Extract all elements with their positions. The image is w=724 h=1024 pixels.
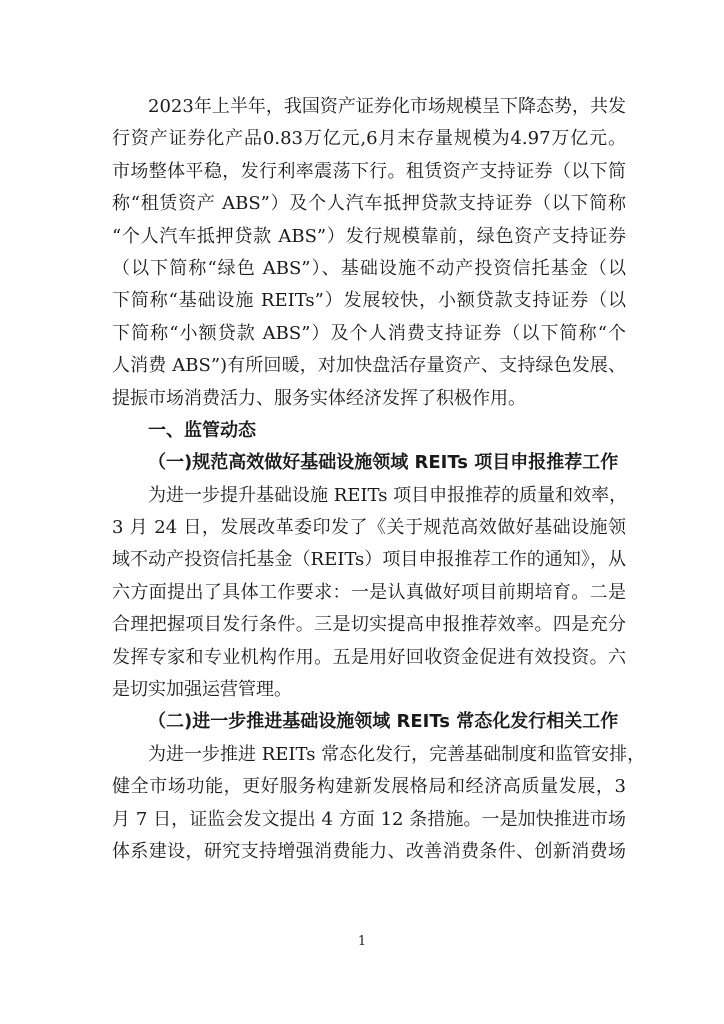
text-line: （以下简称“绿色 ABS”）、基础设施不动产投资信托基金（以 <box>112 257 626 279</box>
text-line: 人消费 ABS”)有所回暖，对加快盘活存量资产、支持绿色发展、 <box>112 355 626 377</box>
text-line: 称“租赁资产 ABS”）及个人汽车抵押贷款支持证券（以下简称 <box>112 193 626 215</box>
text-line: 健全市场功能，更好服务构建新发展格局和经济高质量发展，3 <box>112 776 626 798</box>
section-heading-regulatory: 一、监管动态 <box>148 419 256 441</box>
paragraph-reits-recommendation <box>112 480 626 707</box>
text-line: 合理把握项目发行条件。三是切实提高申报推荐效率。四是充分 <box>112 614 626 636</box>
paragraph-reits-normalization <box>112 739 646 869</box>
text-line: 2023年上半年，我国资产证券化市场规模呈下降态势，共发 <box>148 96 626 117</box>
text-line: 为进一步提升基础设施 REITs 项目申报推荐的质量和效率， <box>148 484 628 506</box>
text-line: 提振市场消费活力、服务实体经济发挥了积极作用。 <box>112 387 526 409</box>
text-line: 月 7 日，证监会发文提出 4 方面 12 条措施。一是加快推进市场 <box>112 808 626 830</box>
text-line: 下简称“基础设施 REITs”）发展较快，小额贷款支持证券（以 <box>112 290 626 312</box>
text-line: “个人汽车抵押贷款 ABS”）发行规模靠前，绿色资产支持证券 <box>112 225 626 247</box>
subsection-heading-reits-recommendation: （一)规范高效做好基础设施领域 REITs 项目申报推荐工作 <box>148 452 619 474</box>
document-page <box>112 91 646 868</box>
text-line: 是切实加强运营管理。 <box>112 679 292 701</box>
text-line: 发挥专家和专业机构作用。五是用好回收资金促进有效投资。六 <box>112 646 626 668</box>
text-line: 3 月 24 日，发展改革委印发了《关于规范高效做好基础设施领 <box>112 517 626 539</box>
page-number: 1 <box>357 934 367 949</box>
text-line: 域不动产投资信托基金（REITs）项目申报推荐工作的通知》，从 <box>112 549 626 571</box>
text-line: 体系建设，研究支持增强消费能力、改善消费条件、创新消费场 <box>112 840 626 862</box>
text-line: 行资产证券化产品0.83万亿元,6月末存量规模为4.97万亿元。 <box>112 128 626 150</box>
text-line: 六方面提出了具体工作要求：一是认真做好项目前期培育。二是 <box>112 581 626 603</box>
text-line: 市场整体平稳，发行利率震荡下行。租赁资产支持证券（以下简 <box>112 160 626 182</box>
text-line: 为进一步推进 REITs 常态化发行，完善基础制度和监管安排， <box>148 743 646 765</box>
subsection-heading-reits-normalization: （二)进一步推进基础设施领域 REITs 常态化发行相关工作 <box>148 711 619 733</box>
paragraph-market-overview <box>112 91 626 415</box>
text-line: 下简称“小额贷款 ABS”）及个人消费支持证券（以下简称“个 <box>112 322 626 344</box>
